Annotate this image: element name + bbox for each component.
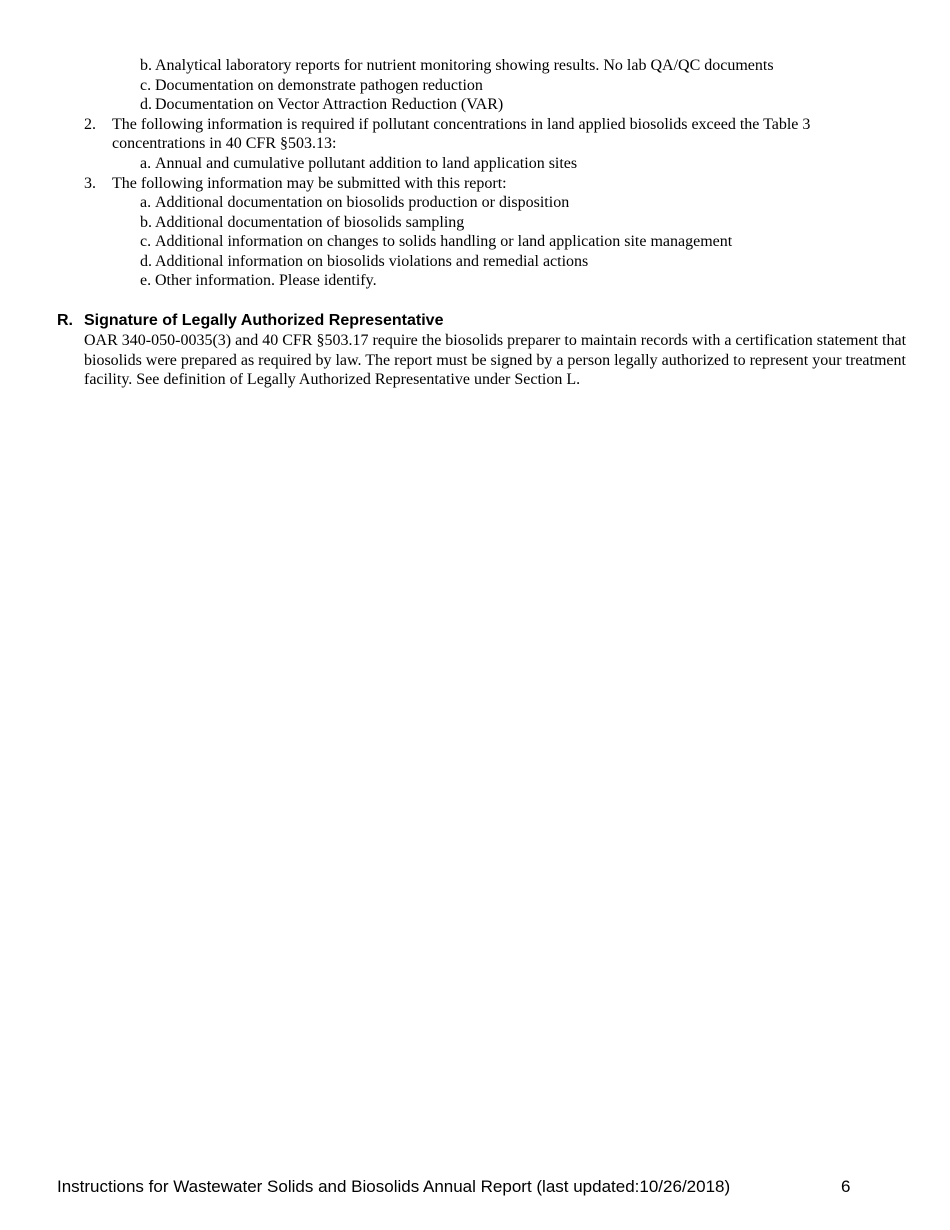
list-item-text: Additional documentation of biosolids sampling [155, 214, 465, 231]
list-item [140, 56, 774, 75]
list-item-label: c. [140, 77, 152, 94]
list-item-text: Other information. Please identify. [155, 272, 377, 289]
list-item [140, 271, 377, 290]
list-item-text: Documentation on demonstrate pathogen reduction [155, 77, 483, 94]
list-item [140, 154, 577, 173]
list-item-label: 2. [84, 116, 96, 133]
list-item-label: a. [140, 194, 152, 211]
list-item-label: b. [140, 214, 152, 231]
list-item-label: d. [140, 253, 152, 270]
list-item [84, 174, 507, 193]
list-item-label: e. [140, 272, 152, 289]
list-item-text: Analytical laboratory reports for nutrient monitoring showing results. No lab QA/QC documents [155, 57, 774, 74]
section-label: R. [57, 312, 73, 329]
list-item-text: Documentation on Vector Attraction Reduction (VAR) [155, 96, 504, 113]
list-item-text: Additional information on biosolids violations and remedial actions [155, 253, 589, 270]
page-number: 6 [841, 1177, 851, 1196]
list-item-text: Additional information on changes to solids handling or land application site management [155, 233, 733, 250]
section-heading [57, 311, 443, 330]
list-item-continuation [112, 134, 336, 153]
list-item-text: Additional documentation on biosolids production or disposition [155, 194, 570, 211]
list-item-text: Annual and cumulative pollutant addition to land application sites [155, 155, 578, 172]
list-item-text: concentrations in 40 CFR §503.13: [112, 135, 337, 152]
list-item-text: The following information is required if pollutant concentrations in land applied biosolids exceed the Table 3 [112, 116, 811, 133]
list-item-label: 3. [84, 175, 96, 192]
list-item-label: c. [140, 233, 152, 250]
list-item-text: The following information may be submitted with this report: [112, 175, 507, 192]
list-item [140, 213, 464, 232]
list-item [84, 115, 810, 134]
section-title: Signature of Legally Authorized Representative [84, 312, 444, 329]
list-item-label: a. [140, 155, 152, 172]
list-item [140, 252, 588, 271]
list-item-label: d. [140, 96, 152, 113]
section-body: OAR 340-050-0035(3) and 40 CFR §503.17 require the biosolids preparer to maintain records with a certification statement that biosolids were prepared as required by law. The report must be signed by a person legally authorized to represent your treatment facility. See definition of Legally Authorized Representative under Section L. [84, 332, 907, 388]
list-item [140, 193, 569, 212]
footer-text: Instructions for Wastewater Solids and Biosolids Annual Report (last updated:10/26/2018) [57, 1177, 731, 1196]
list-item [140, 232, 732, 251]
list-item-label: b. [140, 57, 152, 74]
list-item [140, 95, 503, 114]
list-item [140, 76, 483, 95]
